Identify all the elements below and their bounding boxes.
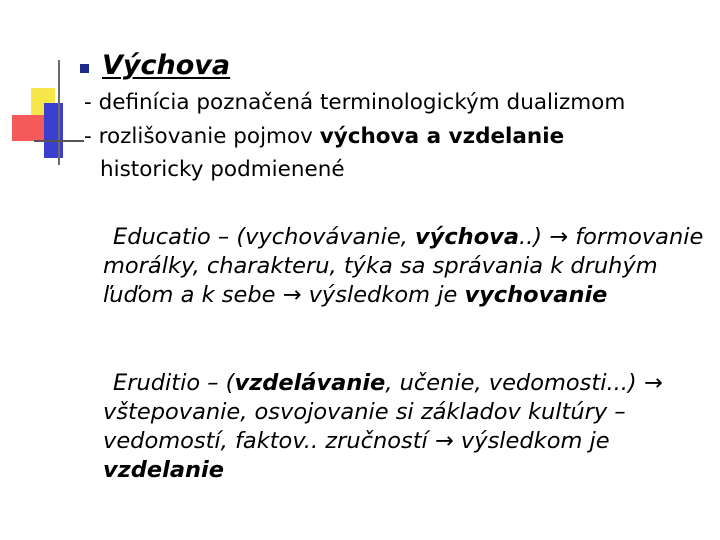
- arrow-right-icon: →: [434, 428, 454, 454]
- educatio-bold-word: výchova: [415, 224, 519, 250]
- eruditio-open: – (: [200, 370, 235, 396]
- eruditio-term: Eruditio: [113, 370, 201, 396]
- educatio-open: – (vychovávanie,: [210, 224, 415, 250]
- definition-line: [84, 90, 625, 115]
- educatio-paragraph: [103, 223, 718, 310]
- definition-text: - definícia poznačená terminologickým dualizmom: [84, 90, 626, 115]
- slide-title: Výchova: [102, 50, 231, 81]
- eruditio-result: vzdelanie: [103, 457, 225, 483]
- educatio-after-bold: ..): [519, 224, 550, 250]
- eruditio-bold-word: vzdelávanie: [234, 370, 386, 396]
- decorative-blue-square: [44, 103, 63, 158]
- decorative-vertical-line: [58, 60, 60, 165]
- eruditio-text1: vštepovanie, osvojovanie si základov kultúry – vedomostí, faktov.. zručností: [103, 399, 626, 454]
- historical-text: historicky podmienené: [100, 157, 345, 182]
- arrow-right-icon: →: [282, 282, 302, 308]
- educatio-text2: výsledkom je: [301, 282, 465, 308]
- eruditio-paragraph: [103, 369, 718, 485]
- eruditio-text2: výsledkom je: [453, 428, 610, 454]
- eruditio-after-bold: , učenie, vedomosti...): [385, 370, 644, 396]
- decorative-horizontal-line: [34, 140, 84, 142]
- arrow-right-icon: →: [643, 370, 663, 396]
- distinction-prefix: - rozlišovanie pojmov: [84, 124, 320, 149]
- educatio-term: Educatio: [113, 224, 211, 250]
- historical-line: [100, 157, 345, 182]
- distinction-line: [84, 124, 564, 149]
- educatio-text1: formovanie morálky, charakteru, týka sa správania k druhým ľuďom a k sebe: [103, 224, 704, 308]
- distinction-terms: výchova a vzdelanie: [319, 124, 565, 149]
- bullet-square-icon: [80, 64, 89, 73]
- educatio-result: vychovanie: [464, 282, 608, 308]
- arrow-right-icon: →: [549, 224, 569, 250]
